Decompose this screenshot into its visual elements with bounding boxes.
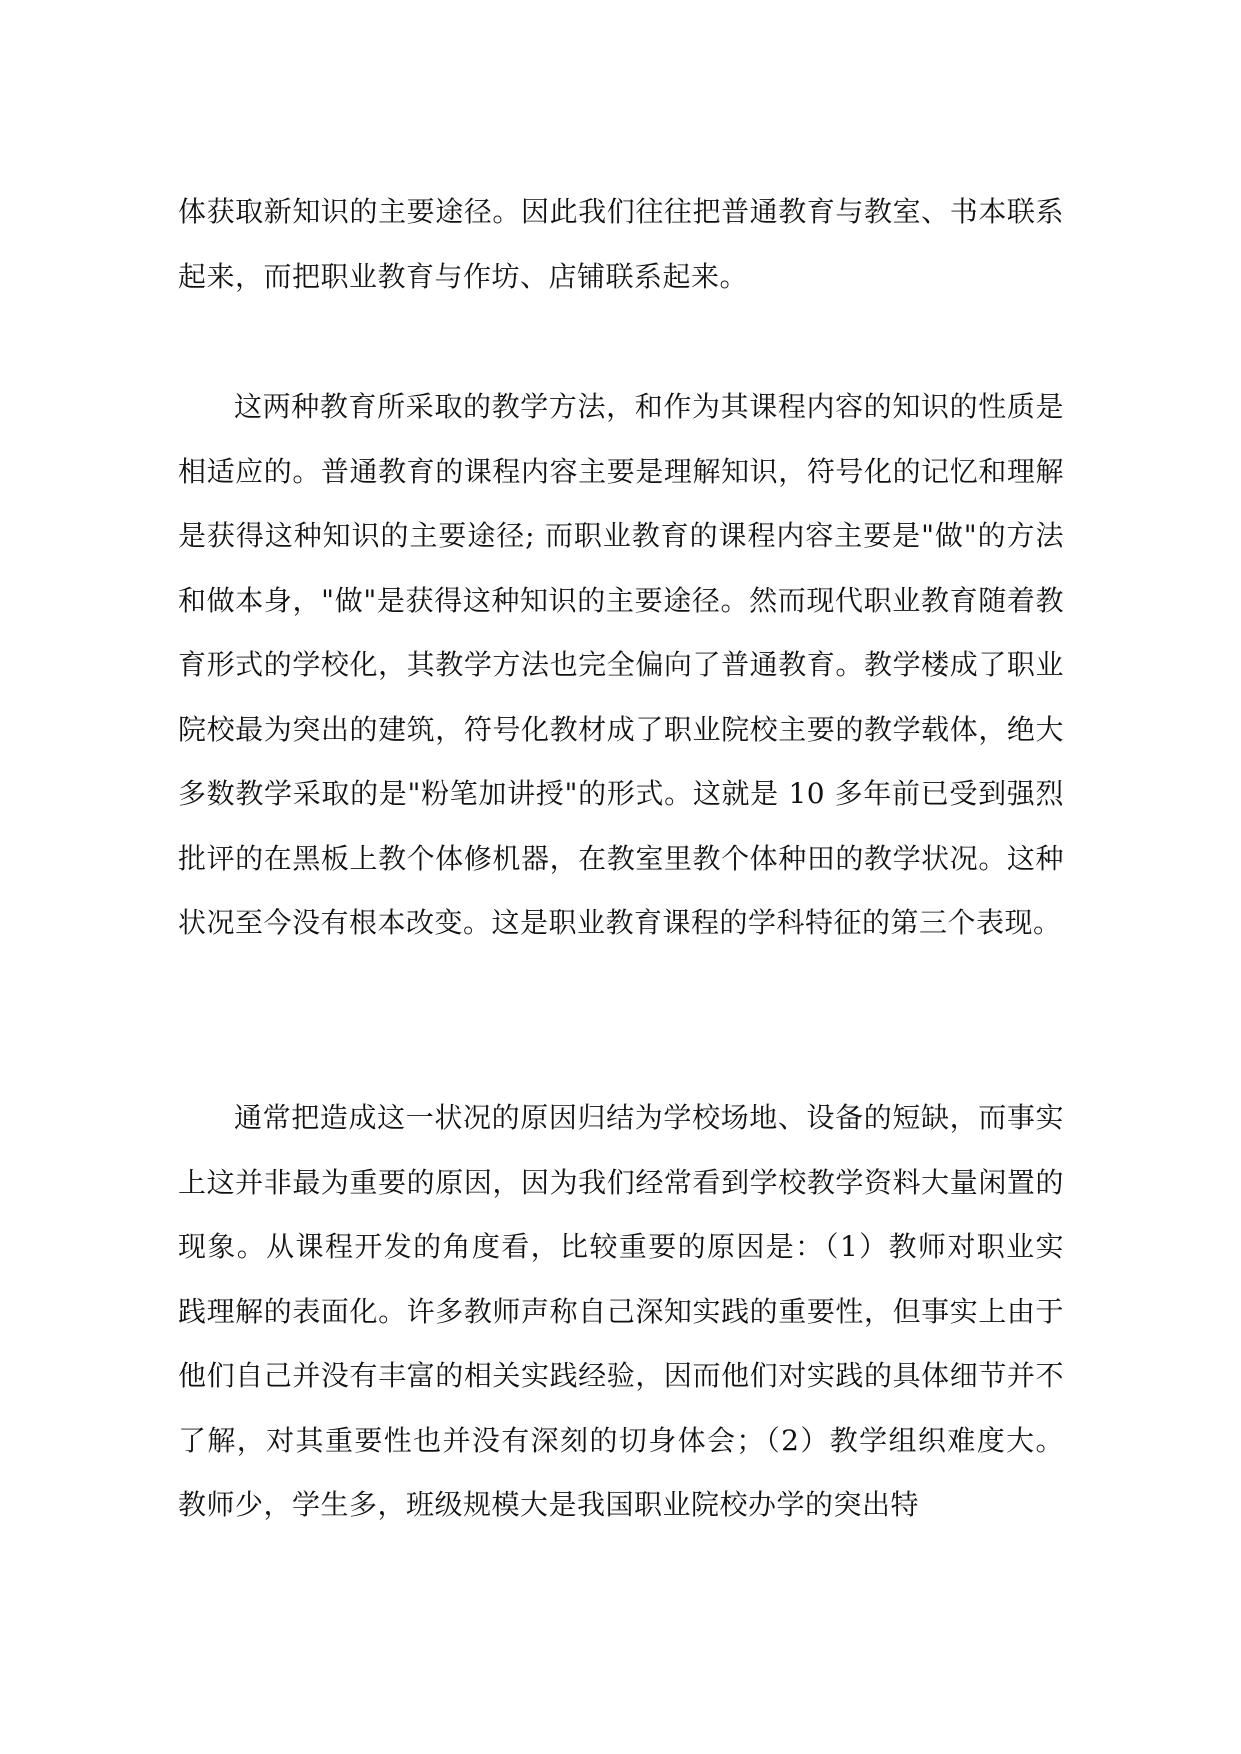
paragraph-1 (178, 180, 1064, 309)
paragraph-3-text: 通常把造成这一状况的原因归结为学校场地、设备的短缺，而事实上这并非最为重要的原因，因为我们经常看到学校教学资料大量闲置的现象。从课程开发的角度看，比较重要的原因是：（1）教师对职业实践理解的表面化。许多教师声称自己深知实践的重要性，但事实上由于他们自己并没有丰富的相关实践经验，因而他们对实践的具体细节并不了解，对其重要性也并没有深刻的切身体会；（2）教学组织难度大。教师少，学生多，班级规模大是我国职业院校办学的突出特 (178, 1101, 1064, 1521)
paragraph-2 (178, 375, 1064, 956)
paragraph-2-text: 这两种教育所采取的教学方法，和作为其课程内容的知识的性质是相适应的。普通教育的课程内容主要是理解知识，符号化的记忆和理解是获得这种知识的主要途径; 而职业教育的课程内容主要是"做"的方法和做本身，"做"是获得这种知识的主要途径。然而现代职业教育随着教育形式的学校化，其教学方法也完全偏向了普通教育。教学楼成了职业院校最为突出的建筑，符号化教材成了职业院校主要的教学载体，绝大多数教学采取的是"粉笔加讲授"的形式。这就是 10 多年前已受到强烈批评的在黑板上教个体修机器，在教室里教个体种田的教学状况。这种状况至今没有根本改变。这是职业教育课程的学科特征的第三个表现。 (178, 390, 1064, 939)
paragraph-3 (178, 1086, 1064, 1538)
paragraph-1-text: 体获取新知识的主要途径。因此我们往往把普通教育与教室、书本联系起来，而把职业教育与作坊、店铺联系起来。 (178, 195, 1064, 293)
